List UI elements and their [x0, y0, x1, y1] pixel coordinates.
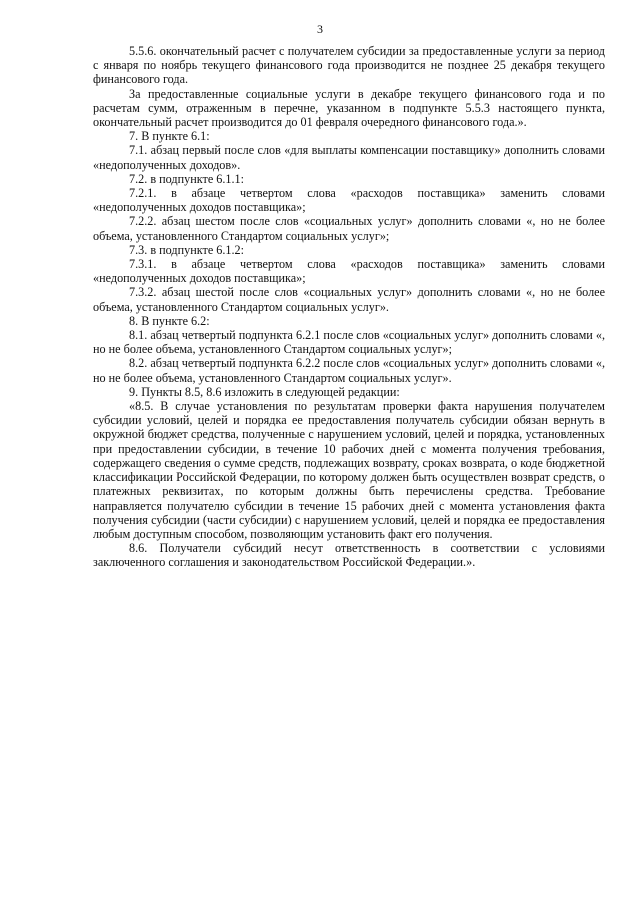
paragraph-5-5-6: 5.5.6. окончательный расчет с получателем субсидии за предоставленные услуги за период с января по ноябрь текущего финансового года производится не позднее 25 декабря текущего финансового года.: [93, 44, 605, 87]
paragraph-9: 9. Пункты 8.5, 8.6 изложить в следующей редакции:: [129, 384, 400, 399]
paragraph-8-5: «8.5. В случае установления по результатам проверки факта нарушения получателем субсидии условий, целей и порядка ее предоставления получатель субсидии обязан вернуть в окружной бюджет средства, полученные с нарушением условий, целей и порядка, установленных при предоставлении субсидии, в течение 10 рабочих дней с момента получения требования, содержащего сведения о сумме средств, подлежащих возврату, сроках возврата, о коде бюджетной классификации Российской Федерации, по которому должен быть осуществлен возврат средств, о платежных реквизитах, по которым должны быть перечислены средства. Требование направляется получателю субсидии в течение 15 рабочих дней с момента установления факта получения субсидии (части субсидии) с нарушением условий, целей и порядка ее предоставления любым доступным способом, позволяющим установить факт его получения.: [93, 399, 605, 541]
paragraph-7-2-1: 7.2.1. в абзаце четвертом слова «расходов поставщика» заменить словами «недополученных доходов поставщика»;: [93, 186, 605, 215]
paragraph-december-settlement: За предоставленные социальные услуги в декабре текущего финансового года и по расчетам сумм, отраженным в перечне, указанном в подпункте 5.5.3 настоящего пункта, окончательный расчет производится до 01 февраля очередного финансового года.».: [93, 86, 605, 130]
paragraph-8-6: 8.6. Получатели субсидий несут ответственность в соответствии с условиями заключенного соглашения и законодательством Российской Федерации.».: [93, 541, 605, 570]
paragraph-7-3: 7.3. в подпункте 6.1.2:: [129, 242, 245, 257]
page-number: 3: [317, 22, 323, 36]
paragraph-7-1: 7.1. абзац первый после слов «для выплаты компенсации поставщику» дополнить словами «недополученных доходов».: [93, 143, 605, 172]
paragraph-8: 8. В пункте 6.2:: [129, 313, 210, 328]
paragraph-7-2-2: 7.2.2. абзац шестом после слов «социальных услуг» дополнить словами «, но не более объема, установленного Стандартом социальных услуг»;: [93, 214, 605, 243]
paragraph-8-1: 8.1. абзац четвертый подпункта 6.2.1 после слов «социальных услуг» дополнить словами «, но не более объема, установленного Стандартом социальных услуг»;: [93, 328, 605, 357]
paragraph-7-3-1: 7.3.1. в абзаце четвертом слова «расходов поставщика» заменить словами «недополученных доходов поставщика»;: [93, 257, 605, 286]
paragraph-7-3-2: 7.3.2. абзац шестой после слов «социальных услуг» дополнить словами «, но не более объема, установленного Стандартом социальных услуг».: [93, 285, 605, 314]
paragraph-8-2: 8.2. абзац четвертый подпункта 6.2.2 после слов «социальных услуг» дополнить словами «, но не более объема, установленного Стандартом социальных услуг».: [93, 356, 605, 385]
paragraph-7: 7. В пункте 6.1:: [129, 129, 210, 144]
paragraph-7-2: 7.2. в подпункте 6.1.1:: [129, 171, 245, 186]
document-body: [93, 44, 605, 570]
